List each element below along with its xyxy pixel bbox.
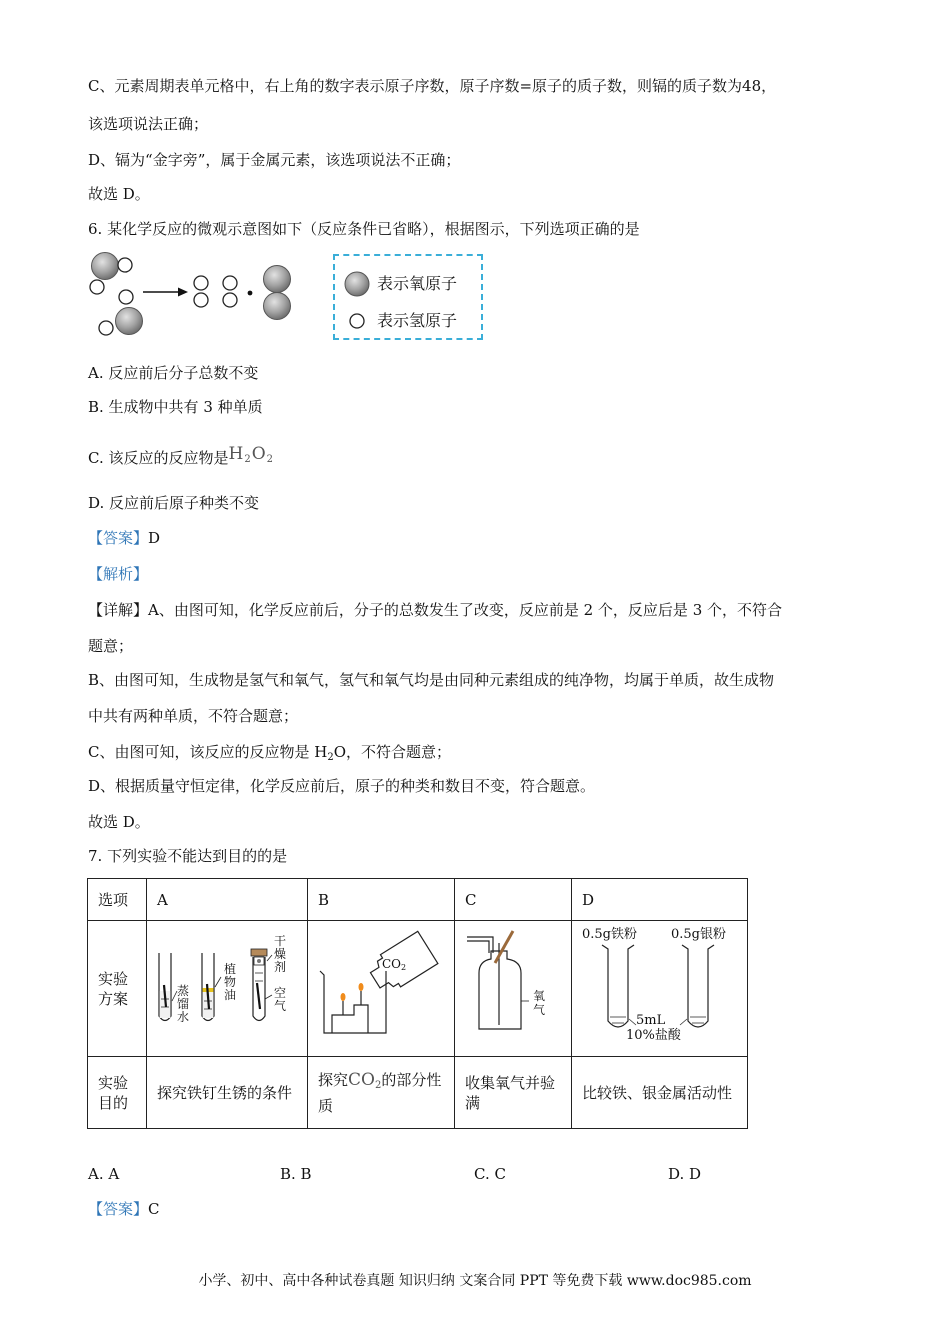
separator-dot xyxy=(248,291,253,296)
option-d: D. 反应前后原子种类不变 xyxy=(88,494,260,512)
label-acid: 10%盐酸 xyxy=(626,1028,681,1043)
label-co2-bottle: CO2 xyxy=(382,957,407,972)
hydrogen-molecule-1 xyxy=(194,276,208,307)
answer-tag: 【答案】 xyxy=(88,529,149,547)
label-iron-powder: 0.5g铁粉 xyxy=(582,927,637,942)
text-line: 该选项说法正确； xyxy=(88,115,209,133)
header-cell: 选项 xyxy=(88,879,147,921)
header-cell: A xyxy=(147,879,308,921)
row-label: 实验目的 xyxy=(88,1057,147,1129)
figure-d-cell xyxy=(572,921,748,1057)
table-row-plan xyxy=(88,921,748,1057)
oxygen-atom-icon xyxy=(343,270,371,298)
detail-d: D、根据质量守恒定律，化学反应前后，原子的种类和数目不变，符合题意。 xyxy=(88,777,596,795)
reaction-diagram xyxy=(84,246,299,342)
text-line: C、元素周期表单元格中，右上角的数字表示原子序数，原子序数=原子的质子数，则镉的质子数为48， xyxy=(88,77,777,95)
reaction-arrow xyxy=(143,288,188,297)
row-label: 实验方案 xyxy=(88,921,147,1057)
header-cell: B xyxy=(308,879,455,921)
experiment-table xyxy=(87,878,748,1129)
q7-option-d: D. D xyxy=(668,1165,702,1183)
q7-option-c: C. C xyxy=(474,1165,506,1183)
table-header-row xyxy=(88,879,748,921)
reactant-molecule-1 xyxy=(90,253,132,295)
figure-c-oxygen xyxy=(455,921,570,1051)
label-oxygen: 氧气 xyxy=(533,989,546,1017)
detail-b-line1: B、由图可知，生成物是氢气和氧气，氢气和氧气均是由同种元素组成的纯净物，均属于单质，故生成物 xyxy=(88,671,775,689)
q7-answer-line xyxy=(88,1199,160,1219)
label-distilled-water: 蒸馏水 xyxy=(177,984,190,1024)
oxygen-molecule xyxy=(264,266,291,320)
analysis-tag: 【解析】 xyxy=(88,565,149,583)
detail-b-line2: 中共有两种单质，不符合题意； xyxy=(88,707,299,725)
answer-value: C xyxy=(148,1200,160,1218)
label-volume: 5mL xyxy=(636,1013,666,1028)
figure-a-cell xyxy=(147,921,308,1057)
detail-tag: 【详解】 xyxy=(88,601,149,619)
header-cell: C xyxy=(455,879,572,921)
question-6-stem: 6. 某化学反应的微观示意图如下（反应条件已省略），根据图示，下列选项正确的是 xyxy=(88,220,640,238)
reactant-molecule-2 xyxy=(99,290,143,335)
legend-hydrogen-label: 表示氢原子 xyxy=(377,311,458,330)
label-desiccant: 干燥剂 xyxy=(274,934,287,974)
page-footer: 小学、初中、高中各种试卷真题 知识归纳 文案合同 PPT 等免费下载 www.doc985.com xyxy=(198,1273,752,1289)
hydrogen-atom-icon xyxy=(347,311,367,331)
label-vegetable-oil: 植物油 xyxy=(224,962,237,1002)
purpose-a: 探究铁钉生锈的条件 xyxy=(147,1057,308,1129)
answer-tag: 【答案】 xyxy=(88,1200,149,1218)
question-7-stem: 7. 下列实验不能达到目的的是 xyxy=(88,847,288,865)
answer-line xyxy=(88,528,160,548)
option-a: A. 反应前后分子总数不变 xyxy=(88,364,259,382)
label-air: 空气 xyxy=(274,986,287,1013)
q7-option-b: B. B xyxy=(280,1165,312,1183)
hydrogen-molecule-2 xyxy=(223,276,237,307)
table-row-purpose xyxy=(88,1057,748,1129)
option-b: B. 生成物中共有 3 种单质 xyxy=(88,398,263,416)
figure-c-cell xyxy=(455,921,572,1057)
text-line: 故选 D。 xyxy=(88,185,150,203)
header-cell: D xyxy=(572,879,748,921)
figure-b-co2 xyxy=(308,921,453,1051)
detail-a-line1: 【详解】A、由图可知，化学反应前后，分子的总数发生了改变，反应前是 2 个，反应后是 3 个，不符合 xyxy=(88,601,783,619)
label-silver-powder: 0.5g银粉 xyxy=(671,927,726,942)
purpose-b: 探究$CO_2$的部分性质 xyxy=(308,1057,455,1129)
detail-c: C、由图可知，该反应的反应物是 $H_2O$，不符合题意； xyxy=(88,743,452,763)
q7-option-a: A. A xyxy=(88,1165,120,1183)
detail-a-line2: 题意； xyxy=(88,637,134,655)
text-line: D、镉为“金字旁”，属于金属元素，该选项说法不正确； xyxy=(88,151,461,169)
detail-choose: 故选 D。 xyxy=(88,813,150,831)
purpose-c: 收集氧气并验满 xyxy=(455,1057,572,1129)
purpose-d: 比较铁、银金属活动性 xyxy=(572,1057,748,1129)
atom-legend xyxy=(333,254,483,340)
option-c-text: C. 该反应的反应物是 xyxy=(88,449,229,467)
option-c xyxy=(88,444,274,470)
legend-oxygen-label: 表示氧原子 xyxy=(377,274,458,293)
figure-b-cell xyxy=(308,921,455,1057)
formula-h2o2: $H_2O_2$ xyxy=(228,444,274,465)
answer-value: D xyxy=(148,529,161,547)
